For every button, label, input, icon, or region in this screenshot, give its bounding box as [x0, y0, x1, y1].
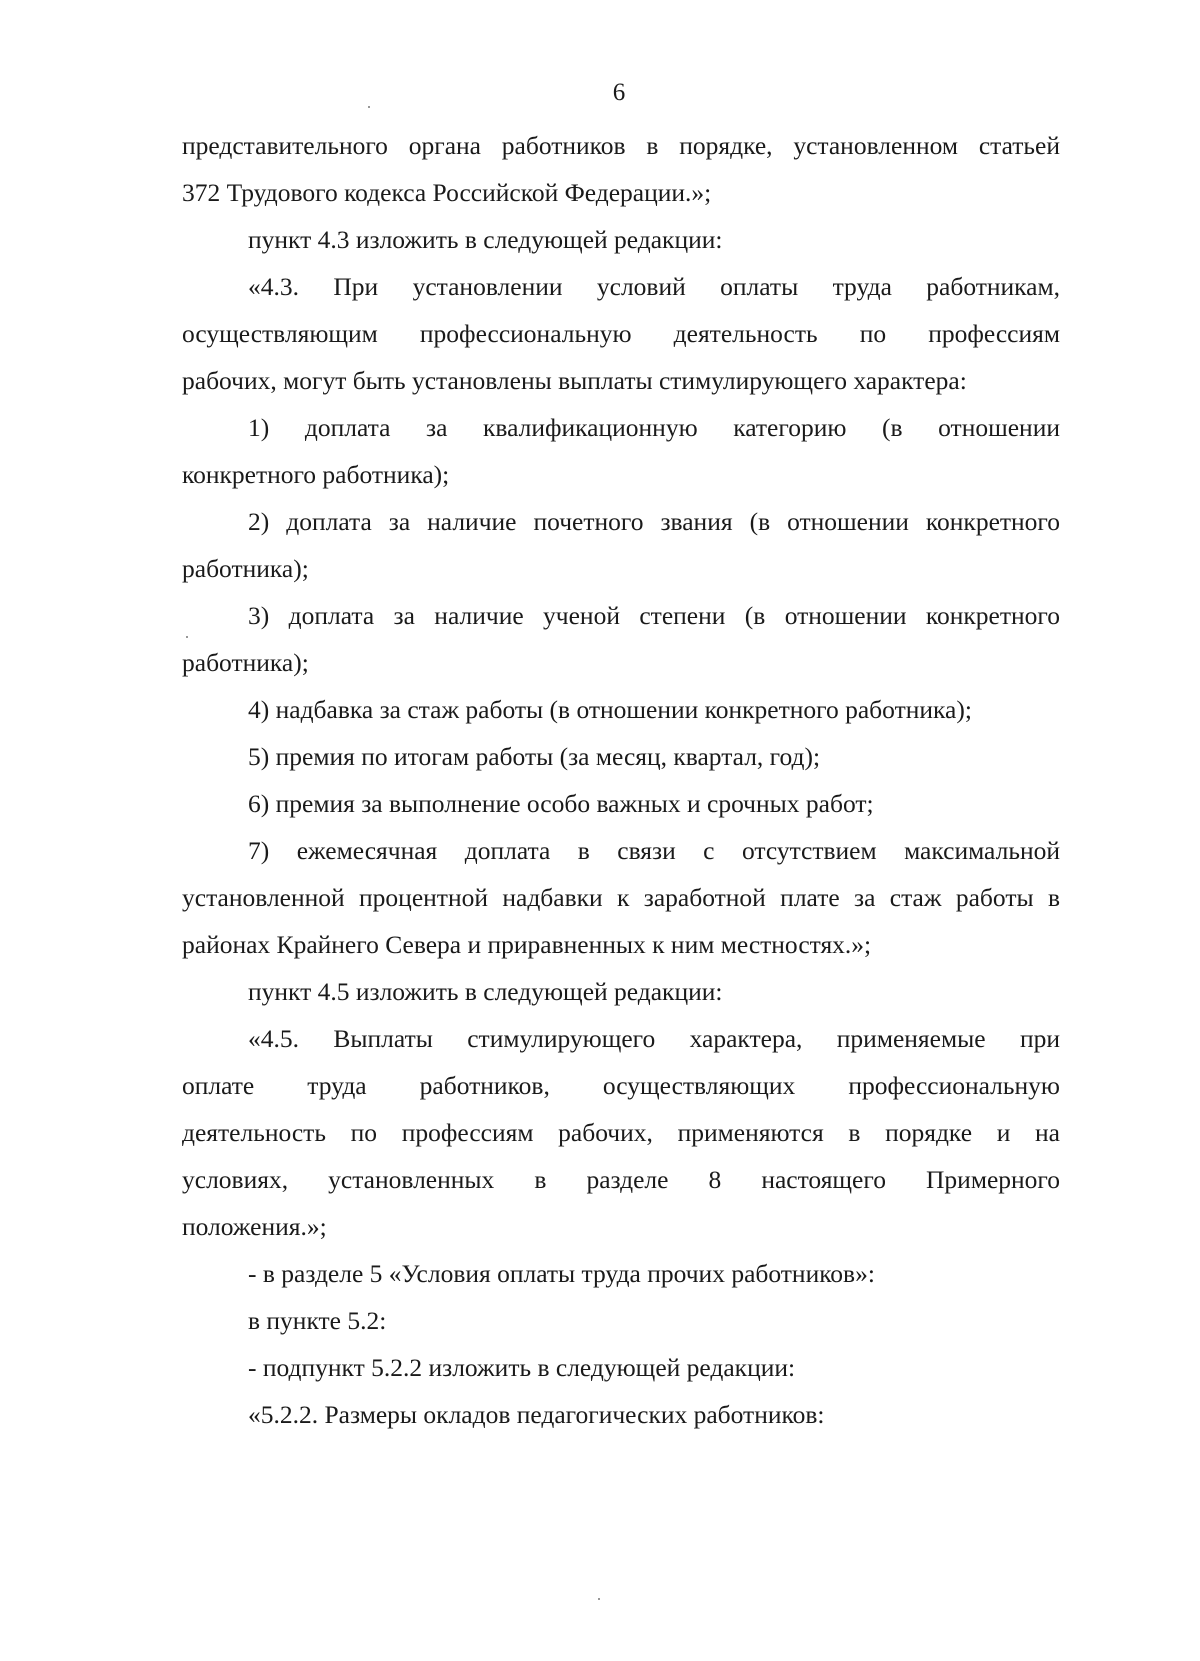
- text-line: 6) премия за выполнение особо важных и срочных работ;: [248, 789, 874, 818]
- text-line: «5.2.2. Размеры окладов педагогических работников:: [248, 1400, 825, 1429]
- text-line: в пункте 5.2:: [248, 1306, 387, 1335]
- text-line: установленной процентной надбавки к заработной плате за стаж работы в: [182, 883, 1060, 912]
- text-line: представительного органа работников в порядке, установленном статьей: [182, 131, 1060, 160]
- text-line: - подпункт 5.2.2 изложить в следующей редакции:: [248, 1353, 796, 1382]
- text-line: 372 Трудового кодекса Российской Федерации.»;: [182, 178, 712, 207]
- text-line: 5) премия по итогам работы (за месяц, квартал, год);: [248, 742, 821, 771]
- text-line: пункт 4.3 изложить в следующей редакции:: [248, 225, 723, 254]
- text-line: пункт 4.5 изложить в следующей редакции:: [248, 977, 723, 1006]
- text-line: осуществляющим профессиональную деятельность по профессиям: [182, 319, 1060, 348]
- text-line: 2) доплата за наличие почетного звания (в отношении конкретного: [248, 507, 1060, 536]
- text-line: условиях, установленных в разделе 8 настоящего Примерного: [182, 1165, 1060, 1194]
- text-line: 4) надбавка за стаж работы (в отношении конкретного работника);: [248, 695, 972, 724]
- text-line: положения.»;: [182, 1212, 327, 1241]
- scan-speck: [368, 106, 370, 108]
- text-line: 7) ежемесячная доплата в связи с отсутствием максимальной: [248, 836, 1060, 865]
- text-line: работника);: [182, 554, 309, 583]
- page-number: 6: [612, 79, 626, 106]
- text-line: районах Крайнего Севера и приравненных к ним местностях.»;: [182, 930, 872, 959]
- text-line: «4.5. Выплаты стимулирующего характера, применяемые при: [248, 1024, 1060, 1053]
- text-line: работника);: [182, 648, 309, 677]
- text-line: - в разделе 5 «Условия оплаты труда прочих работников»:: [248, 1259, 875, 1288]
- text-line: конкретного работника);: [182, 460, 450, 489]
- text-line: «4.3. При установлении условий оплаты труда работникам,: [248, 272, 1060, 301]
- scan-speck: [598, 1598, 600, 1600]
- text-line: рабочих, могут быть установлены выплаты стимулирующего характера:: [182, 366, 967, 395]
- text-line: 3) доплата за наличие ученой степени (в отношении конкретного: [248, 601, 1060, 630]
- text-line: оплате труда работников, осуществляющих профессиональную: [182, 1071, 1060, 1100]
- text-line: деятельность по профессиям рабочих, применяются в порядке и на: [182, 1118, 1060, 1147]
- text-line: 1) доплата за квалификационную категорию (в отношении: [248, 413, 1060, 442]
- scan-speck: [186, 636, 188, 638]
